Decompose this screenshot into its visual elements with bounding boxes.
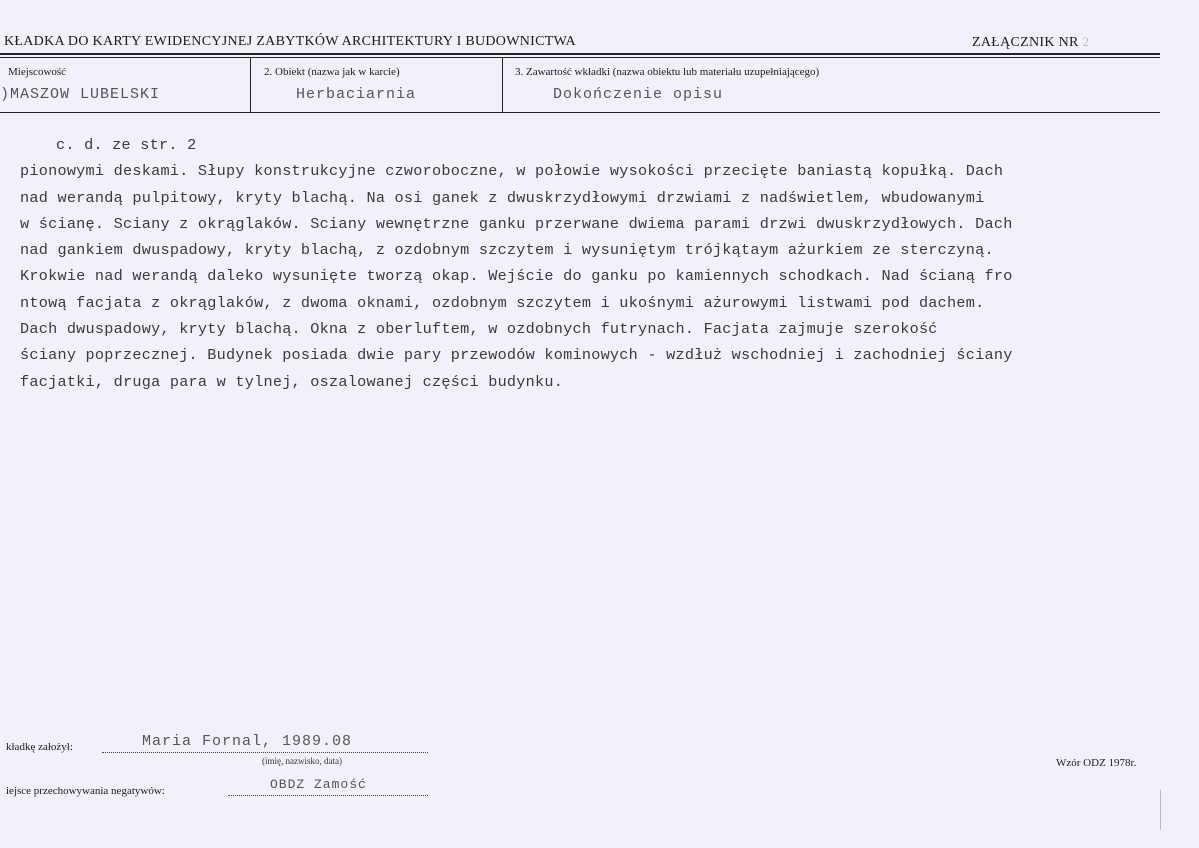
description-line: nad werandą pulpitowy, kryty blachą. Na osi ganek z dwuskrzydłowymi drzwiami z nadświetlem, wbudowanymi [20, 188, 985, 207]
description-body [20, 132, 1190, 395]
author-value: Maria Fornal, 1989.08 [142, 733, 353, 750]
description-line: facjatki, druga para w tylnej, oszalowanej części budynku. [20, 372, 564, 391]
form-model: Wzór ODZ 1978r. [1056, 757, 1137, 769]
form-title: KŁADKA DO KARTY EWIDENCYJNEJ ZABYTKÓW ARCHITEKTURY I BUDOWNICTWA [4, 34, 576, 49]
locality-value: )MASZOW LUBELSKI [0, 86, 161, 103]
field-divider-2 [502, 57, 503, 113]
locality-label: Miejscowość [8, 66, 67, 78]
annex-label-text: ZAŁĄCZNIK NR [972, 35, 1079, 50]
header-rule-bottom [0, 57, 1160, 58]
description-line: Dach dwuspadowy, kryty blachą. Okna z oberluftem, w ozdobnych futrynach. Facjata zajmuje szerokość [20, 320, 938, 339]
annex-label [972, 34, 1089, 51]
author-hint: (imię, nazwisko, data) [262, 756, 342, 766]
description-line: pionowymi deskami. Słupy konstrukcyjne czworoboczne, w połowie wysokości przecięte baniastą kopułką. Dach [20, 162, 1004, 181]
continuation-note: c. d. ze str. 2 [56, 136, 197, 154]
description-line: ściany poprzecznej. Budynek posiada dwie pary przewodów kominowych - wzdłuż wschodniej i zachodniej ściany [20, 346, 1013, 365]
description-line: Krokwie nad werandą daleko wysunięte tworzą okap. Wejście do ganku po kamiennych schodkach. Nad ścianą fro [20, 267, 1013, 286]
right-edge-line [1160, 790, 1161, 830]
description-line: nad gankiem dwuspadowy, kryty blachą, z ozdobnym szczytem i wysuniętym trójkątaym ażurkiem ze sterczyną. [20, 241, 994, 260]
object-label: 2. Obiekt (nazwa jak w karcie) [264, 66, 400, 78]
object-value: Herbaciarnia [296, 86, 417, 103]
header-rule-top [0, 53, 1160, 55]
description-line: ntową facjata z okrąglaków, z dwoma oknami, ozdobnym szczytem i ukośnymi ażurowymi listwami pod dachem. [20, 293, 985, 312]
field-divider-1 [250, 57, 251, 113]
content-label: 3. Zawartość wkładki (nazwa obiektu lub materiału uzupełniającego) [515, 66, 820, 78]
negatives-dotted-line [228, 795, 428, 796]
negatives-label: iejsce przechowywania negatywów: [6, 785, 165, 797]
fields-rule [0, 112, 1160, 113]
description-line: w ścianę. Sciany z okrąglaków. Sciany wewnętrzne ganku przerwane dwiema parami drzwi dwuskrzydłowych. Dach [20, 214, 1013, 233]
content-value: Dokończenie opisu [553, 86, 724, 103]
negatives-value: OBDZ Zamość [270, 777, 367, 792]
author-label: kładkę założył: [6, 741, 73, 753]
annex-number: 2 [1082, 34, 1090, 49]
author-dotted-line [102, 752, 428, 753]
